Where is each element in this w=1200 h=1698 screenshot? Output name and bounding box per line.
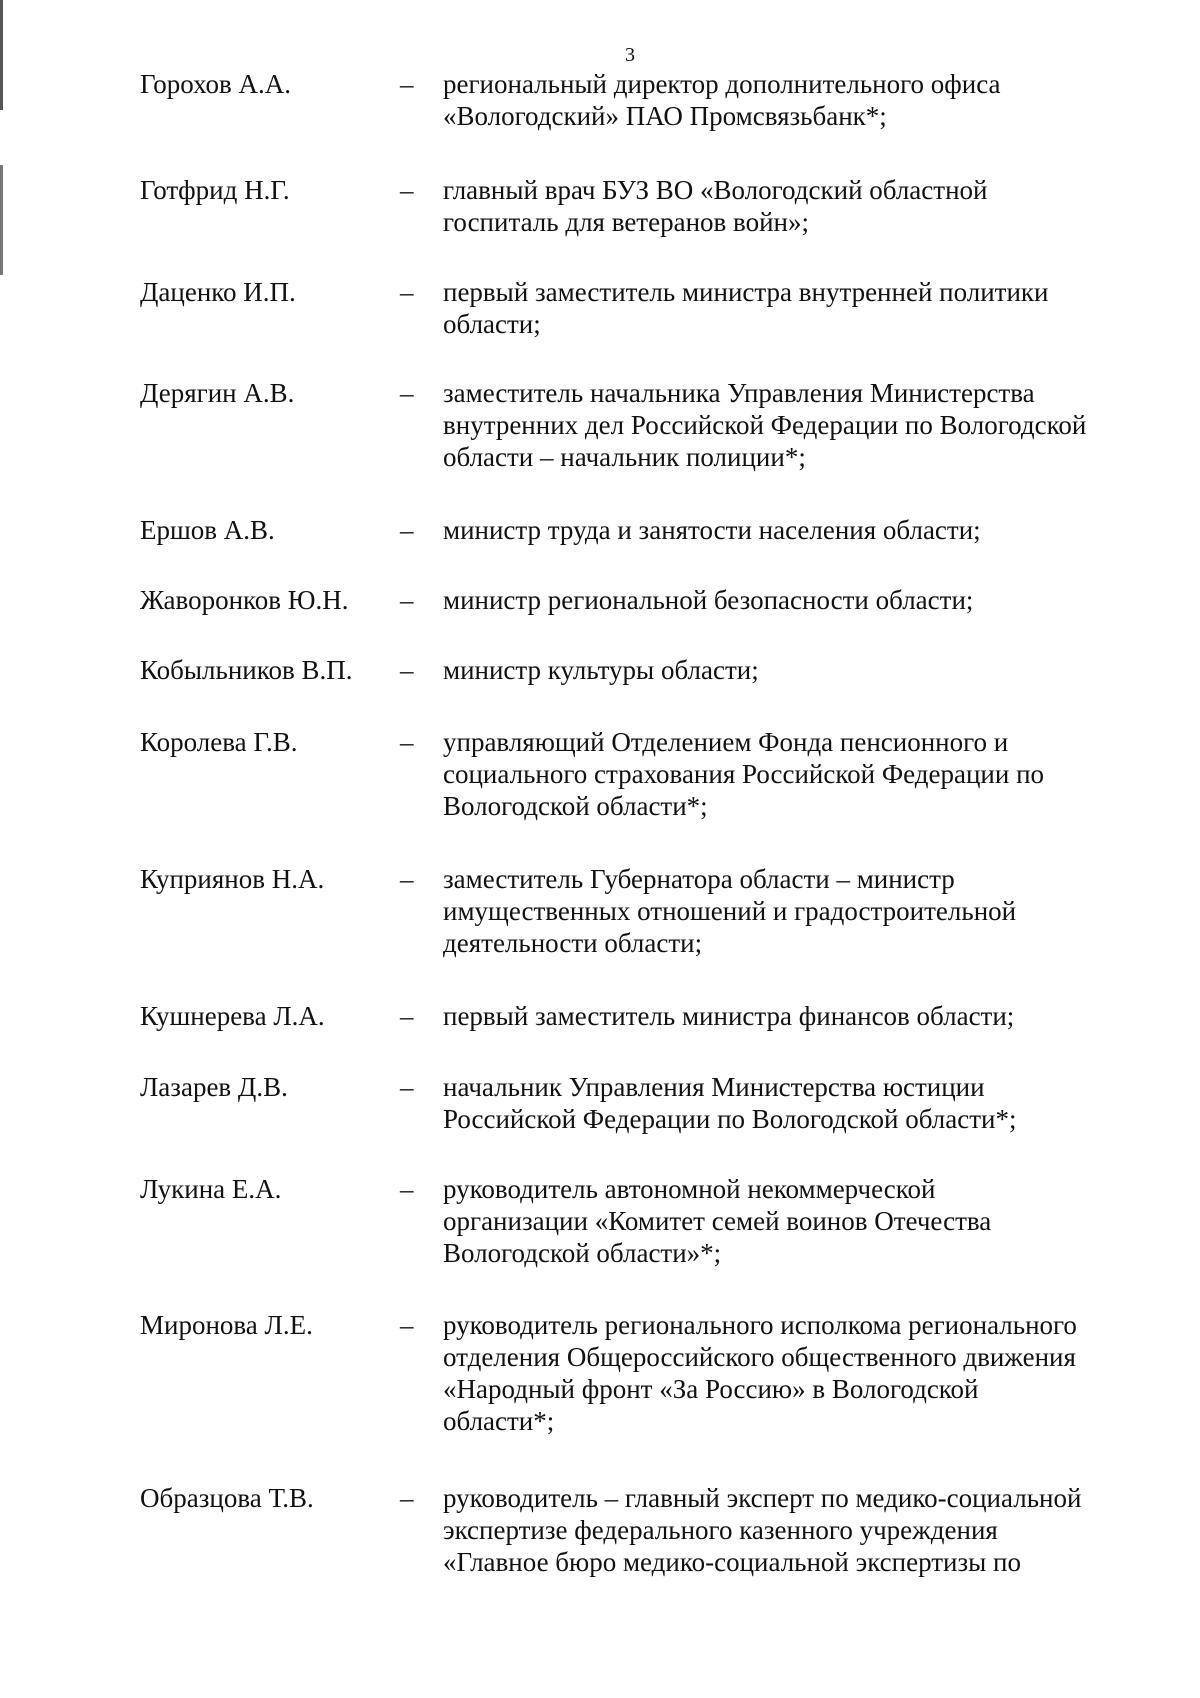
member-name: Образцова Т.В. — [140, 1483, 314, 1513]
member-position — [443, 276, 1153, 340]
position-line: госпиталь для ветеранов войн»; — [443, 207, 809, 237]
separator-dash: – — [400, 1072, 414, 1102]
position-line: министр культуры области; — [443, 655, 759, 685]
member-position — [443, 1071, 1153, 1135]
position-line: управляющий Отделением Фонда пенсионного и — [443, 727, 1009, 757]
separator-dash: – — [400, 864, 414, 894]
member-position — [443, 68, 1153, 132]
position-line: первый заместитель министра финансов области; — [443, 1001, 1015, 1031]
position-line: руководитель – главный эксперт по медико-социальной — [443, 1483, 1082, 1513]
position-line: заместитель начальника Управления Министерства — [443, 378, 1035, 408]
position-line: социального страхования Российской Федерации по — [443, 759, 1045, 789]
member-position — [443, 863, 1153, 959]
scan-edge-mark — [0, 0, 3, 110]
position-line: организации «Комитет семей воинов Отечества — [443, 1206, 992, 1236]
member-name: Кобыльников В.П. — [140, 655, 353, 685]
member-name: Королева Г.В. — [140, 727, 298, 757]
scan-edge-mark — [0, 165, 3, 275]
separator-dash: – — [400, 1001, 414, 1031]
member-name: Даценко И.П. — [140, 277, 296, 307]
position-line: экспертизе федерального казенного учреждения — [443, 1515, 998, 1545]
member-name: Горохов А.А. — [140, 69, 292, 99]
separator-dash: – — [400, 515, 414, 545]
member-name: Лукина Е.А. — [140, 1174, 282, 1204]
separator-dash: – — [400, 277, 414, 307]
member-position — [443, 514, 1153, 546]
position-line: Российской Федерации по Вологодской области*; — [443, 1104, 1017, 1134]
position-line: региональный директор дополнительного офиса — [443, 69, 1001, 99]
separator-dash: – — [400, 69, 414, 99]
member-position — [443, 1482, 1153, 1578]
member-position — [443, 1309, 1153, 1437]
separator-dash: – — [400, 1483, 414, 1513]
separator-dash: – — [400, 727, 414, 757]
position-line: первый заместитель министра внутренней политики — [443, 277, 1049, 307]
member-position — [443, 654, 1153, 686]
member-position — [443, 584, 1153, 616]
separator-dash: – — [400, 655, 414, 685]
position-line: Вологодской области*; — [443, 791, 708, 821]
position-line: внутренних дел Российской Федерации по Вологодской — [443, 410, 1087, 440]
position-line: отделения Общероссийского общественного движения — [443, 1342, 1076, 1372]
member-name: Лазарев Д.В. — [140, 1072, 288, 1102]
member-name: Готфрид Н.Г. — [140, 175, 290, 205]
position-line: заместитель Губернатора области – министр — [443, 864, 955, 894]
member-name: Жаворонков Ю.Н. — [140, 585, 349, 615]
member-name: Ершов А.В. — [140, 515, 275, 545]
position-line: «Главное бюро медико-социальной экспертизы по — [443, 1547, 1021, 1577]
member-position — [443, 1173, 1153, 1269]
separator-dash: – — [400, 1310, 414, 1340]
position-line: министр региональной безопасности области; — [443, 585, 974, 615]
member-name: Дерягин А.В. — [140, 378, 295, 408]
position-line: области*; — [443, 1406, 555, 1436]
position-line: Вологодской области»*; — [443, 1238, 722, 1268]
page-number: 3 — [625, 44, 635, 66]
position-line: руководитель регионального исполкома регионального — [443, 1310, 1077, 1340]
member-position — [443, 174, 1153, 238]
member-position — [443, 377, 1153, 473]
separator-dash: – — [400, 175, 414, 205]
member-name: Миронова Л.Е. — [140, 1310, 313, 1340]
separator-dash: – — [400, 1174, 414, 1204]
member-position — [443, 726, 1153, 822]
member-position — [443, 1000, 1153, 1032]
member-name: Куприянов Н.А. — [140, 864, 325, 894]
separator-dash: – — [400, 585, 414, 615]
position-line: главный врач БУЗ ВО «Вологодский областной — [443, 175, 988, 205]
position-line: деятельности области; — [443, 928, 703, 958]
member-name: Кушнерева Л.А. — [140, 1001, 325, 1031]
position-line: «Народный фронт «За Россию» в Вологодской — [443, 1374, 979, 1404]
position-line: начальник Управления Министерства юстиции — [443, 1072, 985, 1102]
position-line: руководитель автономной некоммерческой — [443, 1174, 936, 1204]
position-line: «Вологодский» ПАО Промсвязьбанк*; — [443, 101, 887, 131]
position-line: имущественных отношений и градостроительной — [443, 896, 1017, 926]
position-line: области – начальник полиции*; — [443, 442, 806, 472]
position-line: области; — [443, 309, 541, 339]
position-line: министр труда и занятости населения области; — [443, 515, 981, 545]
separator-dash: – — [400, 378, 414, 408]
